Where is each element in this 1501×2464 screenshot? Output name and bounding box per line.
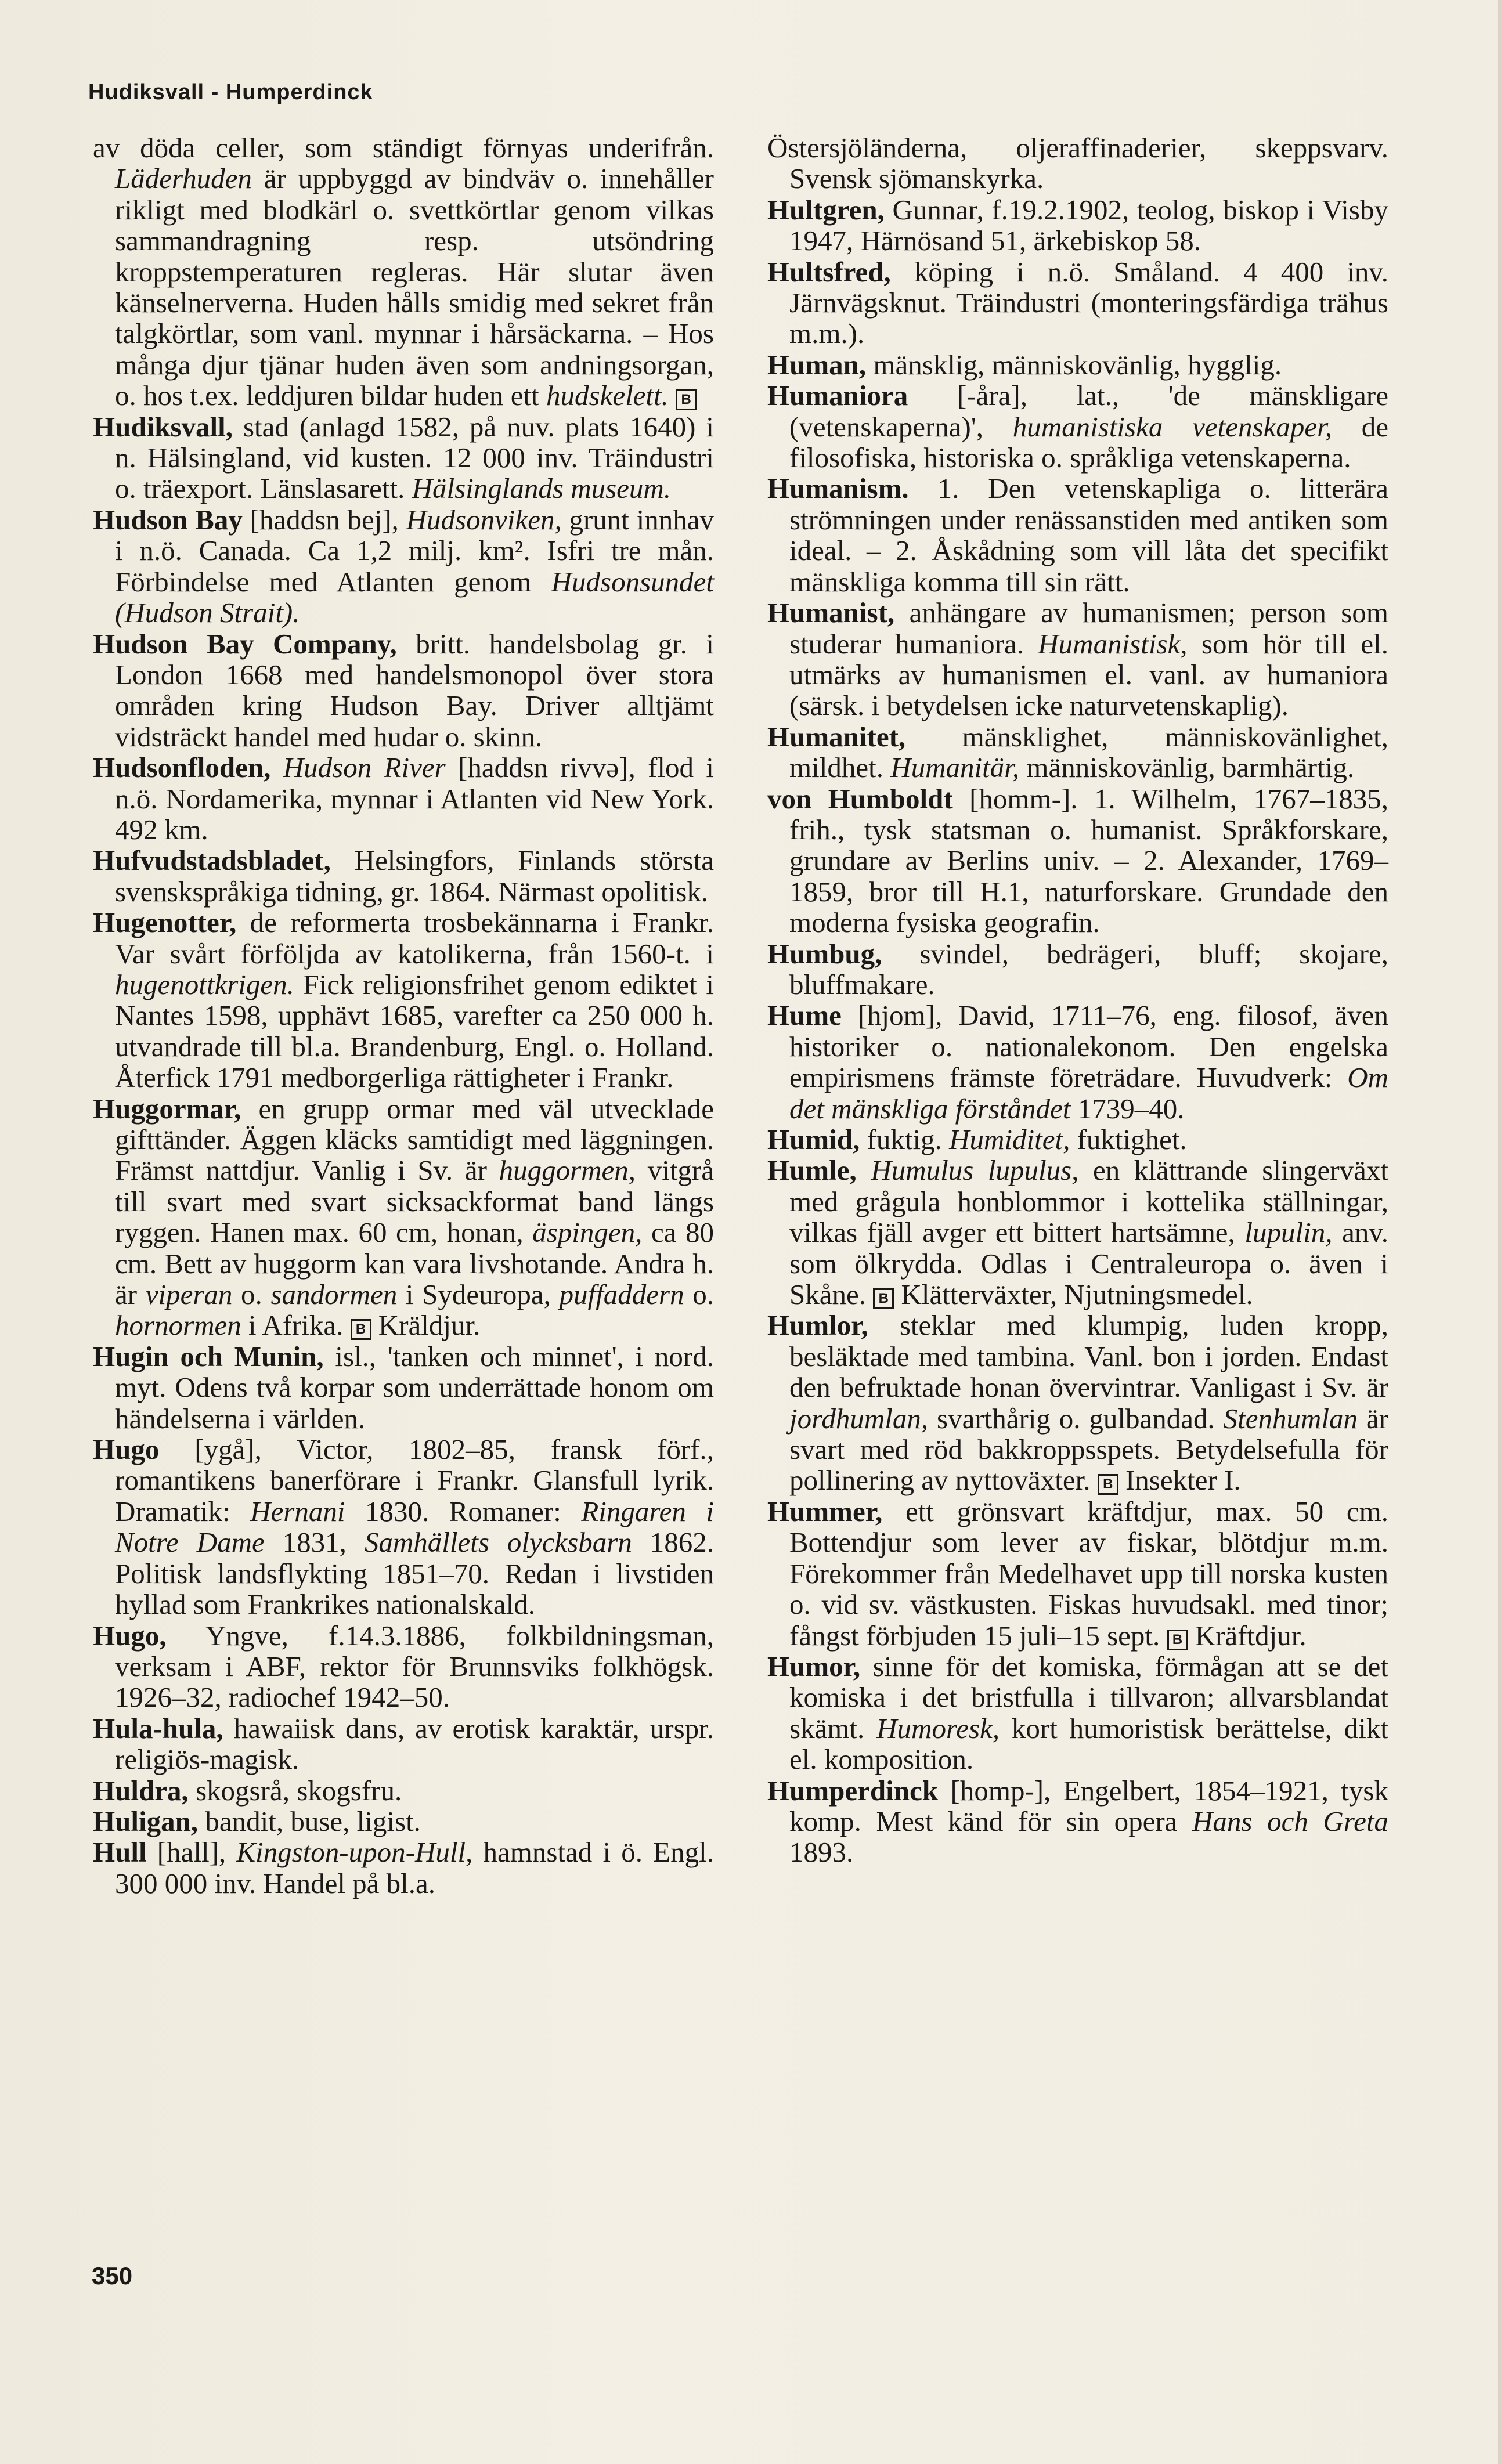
entry-headword: Humaniora — [767, 380, 908, 412]
picture-reference-icon: B — [1098, 1474, 1118, 1495]
italic-term: Hudsonsundet (Hudson Strait). — [115, 565, 714, 629]
entry-headword: von Humboldt — [767, 782, 953, 815]
italic-term: Hernani — [250, 1495, 345, 1527]
entry-text: i Sydeuropa, — [397, 1278, 560, 1311]
entry-text: anv. som ölkrydda. Odlas i Centraleuropa o. även i Skåne. — [789, 1216, 1388, 1311]
dictionary-entry — [93, 907, 714, 1093]
entry-text: o. — [232, 1278, 271, 1311]
entry-headword: Humanism. — [767, 472, 909, 505]
picture-reference-icon: B — [676, 389, 697, 410]
entry-text: vitgrå till svart med svart sicksackformat band längs ryggen. Hanen max. 60 cm, honan, — [115, 1154, 714, 1249]
entry-text — [669, 380, 676, 411]
picture-reference-icon: B — [1167, 1630, 1188, 1650]
entry-text: skogsrå, skogsfru. — [188, 1774, 402, 1807]
dictionary-entry — [767, 1155, 1388, 1310]
entry-headword: Hume — [767, 999, 842, 1032]
entry-headword: Hultgren, — [767, 193, 885, 226]
entry-text: ett grönsvart kräftdjur, max. 50 cm. Bottendjur som lever av fiskar, blötdjur m.m. Förekommer från Medelhavet upp till norska kusten o. vid sv. västkusten. Fiskas huvudsakl. med tinor; fångst förbjuden 15 juli–15 sept. — [789, 1495, 1388, 1652]
entry-text: o. — [684, 1278, 715, 1311]
entry-text: svarthårig o. gulbandad. — [928, 1402, 1224, 1435]
entry-headword: Hugo — [93, 1433, 160, 1466]
entry-headword: Huldra, — [93, 1774, 189, 1807]
entry-headword: Hudsonfloden, — [93, 752, 271, 784]
entry-headword: Human, — [767, 348, 867, 381]
entry-text: hamnstad i ö. Engl. 300 000 inv. Handel på bl.a. — [115, 1836, 714, 1899]
entry-text: fuktighet. — [1070, 1123, 1187, 1155]
entry-headword: Humlor, — [767, 1309, 868, 1342]
entry-headword: Humbug, — [767, 937, 882, 970]
entry-headword: Huggormar, — [93, 1092, 241, 1125]
entry-text: [-åra], lat., 'de mänskligare (vetenskaperna)', — [789, 380, 1388, 443]
entry-headword: Hugo, — [93, 1619, 167, 1652]
italic-term: hudskelett. — [546, 380, 669, 412]
entry-text: av döda celler, som ständigt förnyas underifrån. — [93, 132, 714, 164]
italic-term: jordhumlan, — [789, 1402, 929, 1435]
italic-term: humanistiska vetenskaper, — [1012, 410, 1332, 443]
italic-term: Humiditet, — [949, 1123, 1070, 1155]
entry-text: hawaiisk dans, av erotisk karaktär, urspr. religiös-magisk. — [115, 1712, 714, 1776]
entry-headword: Hultsfred, — [767, 255, 891, 288]
dictionary-entry — [93, 628, 714, 753]
entry-text: de filosofiska, historiska o. språkliga vetenskaperna. — [789, 410, 1388, 474]
dictionary-entry — [767, 380, 1388, 473]
entry-text: en grupp ormar med väl utvecklade gifttänder. Äggen kläcks samtidigt med läggningen. Främst nattdjur. Vanlig i Sv. är — [115, 1092, 714, 1187]
dictionary-entry — [767, 1651, 1388, 1775]
entry-headword: Hummer, — [767, 1495, 883, 1527]
italic-term: Hans och Greta — [1192, 1805, 1388, 1837]
entry-headword: Huligan, — [93, 1805, 199, 1837]
entry-text: kort humoristisk berättelse, dikt el. komposition. — [789, 1712, 1389, 1776]
picture-reference-icon: B — [351, 1319, 371, 1340]
entry-text: 1. Den vetenskapliga o. litterära strömningen under renässanstiden med antiken som ideal. – 2. Åskådning som vill låta det specifikt mänskliga komma till sin rätt. — [789, 472, 1388, 598]
dictionary-entry — [93, 752, 714, 845]
dictionary-entry — [767, 1000, 1388, 1124]
dictionary-entry — [93, 1837, 714, 1899]
entry-headword: Hudson Bay Company, — [93, 627, 397, 660]
entry-text: Kräldjur. — [371, 1309, 481, 1342]
entry-text: [haddsn bej], — [242, 503, 406, 536]
italic-term: Ringaren i Notre Dame — [115, 1495, 714, 1559]
entry-text: en klättrande slingerväxt med grågula honblommor i kottelika ställningar, vilkas fjäll avger ett bittert hartsämne, — [789, 1154, 1388, 1249]
italic-term: Om det mänskliga förståndet — [789, 1061, 1388, 1125]
italic-term: Samhällets olycksbarn — [364, 1526, 632, 1559]
dictionary-entry — [767, 783, 1388, 938]
dictionary-entry — [93, 1713, 714, 1775]
entry-text: [hall], — [146, 1836, 237, 1869]
italic-term: hugenottkrigen. — [115, 968, 294, 1000]
dictionary-entry — [767, 597, 1388, 721]
italic-term: Hudsonviken, — [406, 503, 562, 536]
italic-term: sandormen — [270, 1278, 398, 1311]
italic-term: hornormen — [115, 1309, 241, 1342]
dictionary-entry — [93, 1775, 714, 1806]
running-head: Hudiksvall - Humperdinck — [88, 80, 373, 104]
dictionary-entry — [767, 1124, 1388, 1155]
entry-headword: Humanist, — [767, 597, 895, 629]
entry-text — [270, 752, 283, 783]
dictionary-entry — [93, 132, 714, 411]
entry-text: Östersjöländerna, oljeraffinaderier, skeppsvarv. Svensk sjömanskyrka. — [767, 132, 1388, 195]
picture-reference-icon: B — [873, 1288, 894, 1309]
italic-term: viperan — [145, 1278, 233, 1311]
italic-term: Humanitär, — [890, 752, 1020, 784]
dictionary-entry — [93, 845, 714, 907]
entry-text: i Afrika. — [241, 1309, 351, 1342]
italic-term: huggormen, — [499, 1154, 636, 1187]
entry-headword: Hugin och Munin, — [93, 1340, 324, 1372]
entry-text: fuktig. — [860, 1123, 950, 1155]
entry-text: 1862. Politisk landsflykting 1851–70. Redan i livstiden hyllad som Frankrikes nationalskald. — [115, 1526, 715, 1621]
entry-text: stad (anlagd 1582, på nuv. plats 1640) i n. Hälsingland, vid kusten. 12 000 inv. Träindustri o. träexport. Länslasarett. — [115, 410, 714, 505]
entry-text: isl., 'tanken och minnet', i nord. myt. Odens två korpar som underrättade honom om händelserna i världen. — [115, 1340, 714, 1435]
entry-text: 1739–40. — [1070, 1092, 1185, 1125]
entry-text: Kräftdjur. — [1188, 1619, 1307, 1652]
entry-text: som hör till el. utmärks av humanismen el. vanl. av humaniora (särsk. i betydelsen icke naturvetenskaplig). — [789, 627, 1388, 722]
dictionary-entry — [767, 1775, 1388, 1868]
italic-term: Humanistisk, — [1038, 627, 1188, 660]
entry-text: 1830. Romaner: — [345, 1495, 582, 1527]
entry-text: mänsklighet, människovänlighet, mildhet. — [789, 720, 1388, 784]
entry-text: sinne för det komiska, förmågan att se det komiska i det bristfulla i tillvaron; allvarsblandat skämt. — [789, 1650, 1388, 1744]
entry-text: steklar med klumpig, luden kropp, besläktade med tambina. Vanl. bon i jorden. Endast den befruktade honan övervintrar. Vanligast i Sv. är — [789, 1309, 1388, 1404]
italic-term: äspingen, — [532, 1216, 643, 1249]
entry-headword: Hufvudstadsbladet, — [93, 844, 331, 877]
entry-text: Yngve, f.14.3.1886, folkbildningsman, verksam i ABF, rektor för Brunnsviks folkhögsk. 1926–32, radiochef 1942–50. — [115, 1619, 714, 1714]
italic-term: Hudson River — [283, 752, 446, 784]
entry-text: ca 80 cm. Bett av huggorm kan vara livshotande. Andra h. är — [115, 1216, 714, 1311]
right-column — [767, 132, 1388, 1868]
entry-text: Fick religionsfrihet genom ediktet i Nantes 1598, upphävt 1685, varefter ca 250 000 h. utvandrade till bl.a. Brandenburg, Engl. o. Holland. Återfick 1791 medborgerliga rättigheter i Frankr. — [115, 968, 714, 1094]
entry-text: är svart med röd bakkroppsspets. Betydelsefulla för pollinering av nyttoväxter. — [789, 1402, 1388, 1497]
entry-text: 1831, — [264, 1526, 365, 1559]
entry-headword: Hudiksvall, — [93, 410, 233, 443]
dictionary-entry — [93, 504, 714, 628]
dictionary-entry — [767, 721, 1388, 783]
entry-headword: Hudson Bay — [93, 503, 243, 536]
italic-term: Humulus lupulus, — [871, 1154, 1079, 1187]
italic-term: lupulin, — [1244, 1216, 1333, 1249]
dictionary-entry — [767, 938, 1388, 1000]
entry-headword: Humperdinck — [767, 1774, 939, 1807]
entry-text: de reformerta trosbekännarna i Frankr. Var svårt förföljda av katolikerna, från 1560-t. i — [115, 906, 714, 970]
dictionary-entry — [93, 1341, 714, 1434]
entry-headword: Hula-hula, — [93, 1712, 223, 1744]
entry-continuation — [767, 132, 1388, 194]
entry-text: köping i n.ö. Småland. 4 400 inv. Järnvägsknut. Träindustri (monteringsfärdiga trähus m.m.). — [789, 255, 1388, 350]
dictionary-entry — [93, 411, 714, 504]
entry-text: Gunnar, f.19.2.1902, teolog, biskop i Visby 1947, Härnösand 51, ärkebiskop 58. — [789, 193, 1388, 257]
entry-text: [homp-], Engelbert, 1854–1921, tysk komp. Mest känd för sin opera — [789, 1774, 1388, 1837]
entry-text: grunt innhav i n.ö. Canada. Ca 1,2 milj. km². Isfri tre mån. Förbindelse med Atlanten genom — [115, 503, 714, 598]
entry-text: [ygå], Victor, 1802–85, fransk förf., romantikens banerförare i Frankr. Glansfull lyrik. Dramatik: — [115, 1433, 714, 1527]
entry-text: mänsklig, människovänlig, hygglig. — [866, 348, 1282, 381]
entry-text: [haddsn rivvə], flod i n.ö. Nordamerika, mynnar i Atlanten vid New York. 492 km. — [115, 752, 714, 846]
italic-term: puffaddern — [559, 1278, 684, 1311]
left-column — [93, 132, 714, 1899]
entry-text: anhängare av humanismen; person som studerar humaniora. — [789, 597, 1388, 660]
entry-headword: Humanitet, — [767, 720, 906, 753]
dictionary-entry — [767, 473, 1388, 597]
entry-headword: Hull — [93, 1836, 147, 1869]
italic-term: Stenhumlan — [1223, 1402, 1358, 1435]
italic-term: Kingston-upon-Hull, — [236, 1836, 473, 1869]
dictionary-entry — [767, 349, 1388, 380]
entry-text: Insekter I. — [1118, 1464, 1241, 1497]
dictionary-entry — [93, 1620, 714, 1713]
page-number: 350 — [92, 2262, 133, 2289]
entry-text: britt. handelsbolag gr. i London 1668 med handelsmonopol över stora områden kring Hudson Bay. Driver alltjämt vidsträckt handel med hudar o. skinn. — [115, 627, 715, 753]
dictionary-entry — [93, 1806, 714, 1837]
entry-headword: Humid, — [767, 1123, 860, 1155]
entry-text: svindel, bedrägeri, bluff; skojare, bluffmakare. — [789, 937, 1388, 1000]
italic-term: Hälsinglands museum. — [412, 472, 672, 505]
dictionary-entry — [767, 194, 1388, 256]
entry-text: 1893. — [789, 1836, 854, 1869]
dictionary-entry — [767, 1310, 1388, 1495]
entry-headword: Humor, — [767, 1650, 861, 1682]
entry-text: är uppbyggd av bindväv o. innehåller rikligt med blodkärl o. svettkörtlar genom vilkas sammandragning resp. utsöndring kroppstemperaturen regleras. Här slutar även känselnerverna. Huden hålls smidig med sekret från talgkörtlar, som vanl. mynnar i hårsäckarna. – Hos många djur tjänar huden även som andningsorgan, o. hos t.ex. leddjuren bildar huden ett — [115, 162, 714, 412]
dictionary-entry — [767, 256, 1388, 349]
entry-text: Helsingfors, Finlands största svenskspråkiga tidning, gr. 1864. Närmast opolitisk. — [115, 844, 714, 908]
dictionary-entry — [767, 1496, 1388, 1651]
entry-text: [homm-]. 1. Wilhelm, 1767–1835, frih., tysk statsman o. humanist. Språkforskare, grundare av Berlins univ. – 2. Alexander, 1769–1859, bror till H.1, naturforskare. Grundade den moderna fysiska geografin. — [789, 782, 1388, 939]
page-edge — [1498, 0, 1501, 2464]
italic-term: Humoresk, — [876, 1712, 1000, 1744]
entry-text: bandit, buse, ligist. — [198, 1805, 421, 1837]
dictionary-entry — [93, 1093, 714, 1341]
entry-headword: Hugenotter, — [93, 906, 237, 939]
italic-term: Läderhuden — [115, 162, 252, 195]
entry-text: Klätterväxter, Njutningsmedel. — [894, 1278, 1253, 1311]
entry-headword: Humle, — [767, 1154, 857, 1187]
entry-text: [hjom], David, 1711–76, eng. filosof, även historiker o. nationalekonom. Den engelska empirismens främste företrädare. Huvudverk: — [789, 999, 1388, 1094]
dictionary-entry — [93, 1434, 714, 1620]
entry-text — [857, 1154, 871, 1186]
entry-text: människovänlig, barmhärtig. — [1019, 752, 1355, 784]
